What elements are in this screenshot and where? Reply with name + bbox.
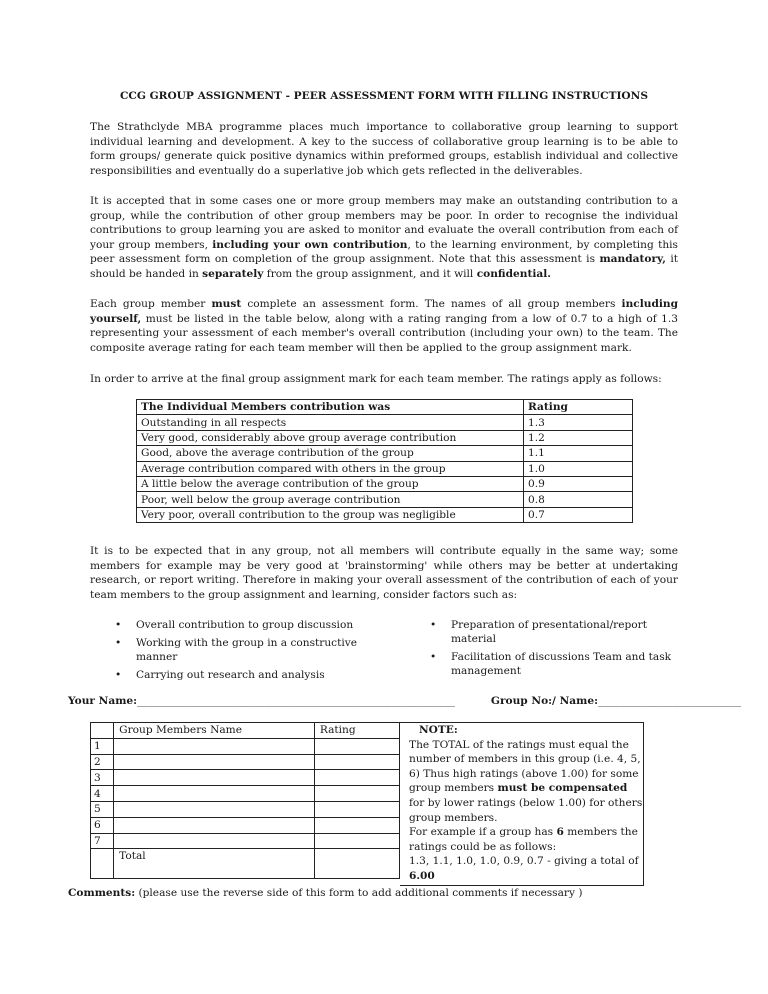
note-example-values: 1.3, 1.1, 1.0, 1.0, 0.9, 0.7 - giving a total of (409, 855, 639, 868)
group-members-table (90, 722, 400, 879)
table-row: Good, above the average contribution of the group 1.1 (137, 446, 633, 461)
member-rating-cell[interactable] (314, 754, 399, 770)
your-name-label: Your Name: (68, 695, 138, 707)
table-row: 5 (91, 801, 400, 817)
member-rating-cell[interactable] (314, 801, 399, 817)
header-rating: Rating (314, 723, 399, 739)
member-name-cell[interactable] (114, 786, 315, 802)
table-row: Very good, considerably above group average contribution 1.2 (137, 430, 633, 445)
table-header-row (137, 400, 633, 415)
rating-scale-table (136, 399, 633, 523)
total-row (91, 849, 400, 879)
note-box (400, 722, 644, 886)
member-rating-cell[interactable] (314, 786, 399, 802)
table-header-row (91, 723, 400, 739)
group-label: Group No:/ Name: (490, 695, 599, 707)
member-rating-cell[interactable] (314, 738, 399, 754)
table-row: 4 (91, 786, 400, 802)
name-fields (68, 694, 741, 709)
comments-line (68, 886, 582, 901)
note-example: For example if a group has 6 members the ratings could be as follows: (409, 826, 638, 853)
table-row: 1 (91, 738, 400, 754)
ratings-intro: In order to arrive at the final group assignment mark for each team member. The ratings apply as follows: (90, 373, 662, 385)
intro-paragraph: The Strathclyde MBA programme places much importance to collaborative group learning to support individual learning and development. A key to the success of collaborative group learning is to be able to form groups/ generate quick positive dynamics within preformed groups, establish individual and collective responsibilities and eventually do a superlative job which gets reflected in the deliverables. (90, 121, 678, 177)
note-example-total: 6.00 (409, 869, 435, 882)
list-item: • Working with the group in a constructive manner (109, 636, 367, 664)
list-item: • Facilitation of discussions Team and task management (424, 650, 684, 678)
member-name-cell[interactable] (114, 754, 315, 770)
table-row: Poor, well below the group average contribution 0.8 (137, 492, 633, 507)
page-title: CCG GROUP ASSIGNMENT - PEER ASSESSMENT FORM WITH FILLING INSTRUCTIONS (120, 90, 648, 102)
instructions-paragraph: Each group member must complete an assessment form. The names of all group members including yourself, must be listed in the table below, along with a rating ranging from a low of 0.7 to a high of 1.3 representing your assessment of each member's overall contribution (including your own) to the team. The composite average rating for each team member will then be applied to the group assignment mark. (90, 298, 678, 354)
table-row: 3 (91, 770, 400, 786)
table-row: 7 (91, 833, 400, 849)
member-rating-cell[interactable] (314, 833, 399, 849)
list-item: • Preparation of presentational/report material (424, 618, 684, 646)
table-row: 6 (91, 817, 400, 833)
table-row: Outstanding in all respects 1.3 (137, 415, 633, 430)
table-row: Average contribution compared with others in the group 1.0 (137, 461, 633, 476)
table-row: Very poor, overall contribution to the group was negligible 0.7 (137, 507, 633, 522)
your-name-field[interactable]: ____________________________________________________________ (137, 695, 455, 707)
factors-paragraph: It is to be expected that in any group, not all members will contribute equally in the same way; some members for example may be very good at 'brainstorming' while others may be better at undertaking research, or report writing. Therefore in making your overall assessment of the contribution of each of your team members to the group assignment and learning, consider factors such as: (90, 545, 678, 601)
member-name-cell[interactable] (114, 770, 315, 786)
member-name-cell[interactable] (114, 833, 315, 849)
table-row: 2 (91, 754, 400, 770)
header-rating: Rating (524, 400, 633, 415)
comments-text: (please use the reverse side of this form to add additional comments if necessary ) (135, 887, 583, 899)
member-rating-cell[interactable] (314, 817, 399, 833)
total-rating-cell[interactable] (314, 849, 399, 879)
comments-label: Comments: (68, 887, 136, 899)
contribution-paragraph: It is accepted that in some cases one or more group members may make an outstanding contribution to a group, while the contribution of other group members may be poor. In order to recognise the individual contributions to group learning you are asked to monitor and evaluate the overall contribution from each of your group members, including your own contribution, to the learning environment, by completing this peer assessment form on completion of the group assignment. Note that this assessment is mandatory, it should be handed in separately from the group assignment, and it will confidential. (90, 195, 678, 280)
member-name-cell[interactable] (114, 817, 315, 833)
group-name-field[interactable]: ___________________________ (598, 695, 742, 707)
member-rating-cell[interactable] (314, 770, 399, 786)
note-text: The TOTAL of the ratings must equal the number of members in this group (i.e. 4, 5, 6) Thus high ratings (above 1.00) for some group members must be compensated for by lower ratings (below 1.00) for others group members. (409, 738, 643, 824)
note-title: NOTE: (419, 724, 458, 736)
table-row: A little below the average contribution of the group 0.9 (137, 476, 633, 491)
member-name-cell[interactable] (114, 738, 315, 754)
member-name-cell[interactable] (114, 801, 315, 817)
list-item: • Overall contribution to group discussion (109, 618, 367, 632)
header-contribution: The Individual Members contribution was (137, 400, 524, 415)
factors-list-left (109, 618, 367, 686)
header-members-name: Group Members Name (114, 723, 315, 739)
list-item: • Carrying out research and analysis (109, 668, 367, 682)
factors-list-right (424, 618, 684, 682)
total-label: Total (114, 849, 315, 879)
